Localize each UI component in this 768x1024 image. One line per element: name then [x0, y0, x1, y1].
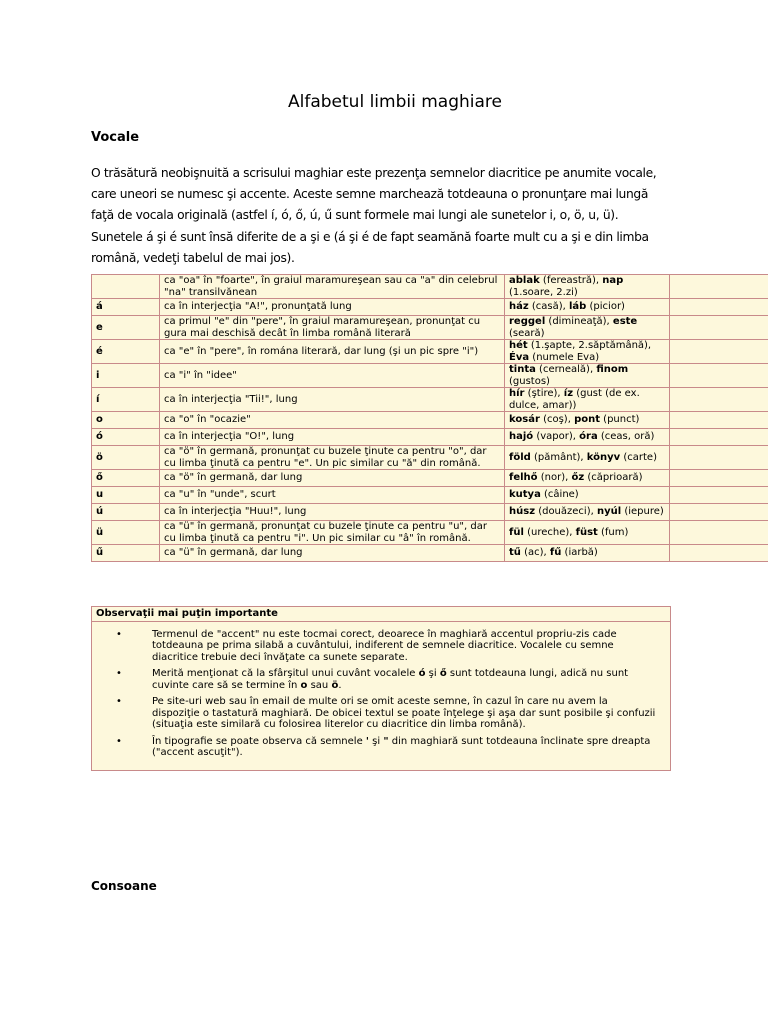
vowel-letter: ó — [92, 429, 160, 446]
vowel-examples — [505, 446, 670, 470]
bullet-icon: • — [116, 668, 122, 679]
example-word: hét — [509, 340, 528, 351]
example-word: hír — [509, 388, 525, 399]
vowel-letter: ú — [92, 504, 160, 521]
example-word: hajó — [509, 431, 534, 443]
example-word: Éva — [509, 351, 530, 363]
vowel-row — [92, 446, 768, 470]
example-translation: (numele Eva) — [529, 351, 600, 363]
vowel-letter: e — [92, 316, 160, 340]
example-word: könyv — [586, 451, 621, 463]
vowel-empty-cell — [670, 412, 768, 429]
example-word: felhő — [509, 472, 538, 484]
example-word: föld — [509, 451, 531, 463]
note-emphasis: " — [383, 735, 389, 747]
example-word: fű — [549, 547, 562, 559]
note-item — [116, 668, 658, 691]
vowels-table — [91, 274, 768, 562]
vowel-row — [92, 299, 768, 316]
vowel-description: ca "i" în "idee" — [160, 364, 505, 388]
example-word: tinta — [509, 364, 536, 375]
vowel-examples — [505, 364, 670, 388]
note-text: Termenul de "accent" nu este tocmai corect, deoarece în maghiară accentul propriu-zis cade totdeauna pe prima silabă a cuvântului, indiferent de semnele diacritice. Vocalele cu semne diacritice trebuie deci învăţate ca sunete separate. — [152, 628, 617, 663]
example-translation: (punct) — [600, 414, 640, 426]
bullet-icon: • — [116, 628, 122, 640]
vowel-letter: i — [92, 364, 160, 388]
consoane-heading: Consoane — [91, 879, 157, 893]
example-translation: (douăzeci), — [535, 506, 597, 518]
vowel-examples — [505, 545, 670, 562]
example-translation: (fereastră), — [539, 275, 603, 286]
bullet-icon: • — [116, 735, 122, 747]
example-word: ház — [509, 301, 529, 313]
vowel-examples — [505, 487, 670, 504]
example-word: fül — [509, 526, 524, 538]
example-word: láb — [569, 301, 587, 313]
vowel-row — [92, 521, 768, 545]
example-translation: (casă), — [528, 301, 569, 313]
vowel-description: ca în interjecţia "O!", lung — [160, 429, 505, 446]
vowel-description: ca "oa" în "foarte", în graiul maramureşean sau ca "a" din celebrul "na" transilvănean — [160, 275, 505, 299]
vowel-examples — [505, 429, 670, 446]
vowel-empty-cell — [670, 446, 768, 470]
vocale-heading: Vocale — [91, 130, 140, 145]
example-translation: (ac), — [520, 547, 550, 559]
vowel-examples — [505, 470, 670, 487]
notes-title: Observaţii mai puţin importante — [92, 607, 670, 622]
vowel-row — [92, 340, 768, 364]
vowel-examples — [505, 316, 670, 340]
example-translation: (nor), — [537, 472, 572, 484]
vowel-letter: é — [92, 340, 160, 364]
vowel-examples — [505, 504, 670, 521]
vowel-row — [92, 504, 768, 521]
example-translation: (ceas, oră) — [597, 431, 655, 443]
vowel-letter: u — [92, 487, 160, 504]
example-translation: (carte) — [620, 451, 657, 463]
vowel-empty-cell — [670, 299, 768, 316]
vowel-row — [92, 487, 768, 504]
vowel-examples — [505, 275, 670, 299]
vowel-letter: ö — [92, 446, 160, 470]
vowel-empty-cell — [670, 545, 768, 562]
example-translation: (pământ), — [530, 451, 587, 463]
notes-list — [92, 622, 670, 770]
vowel-empty-cell — [670, 316, 768, 340]
vowel-empty-cell — [670, 340, 768, 364]
vowel-row — [92, 388, 768, 412]
example-translation: (vapor), — [533, 431, 580, 443]
example-translation: (1.soare, 2.zi) — [509, 286, 578, 298]
example-translation: (dimineaţă), — [545, 316, 613, 327]
vowel-examples — [505, 388, 670, 412]
vowel-examples — [505, 521, 670, 545]
example-translation: (gustos) — [509, 375, 550, 387]
vowel-description: ca în interjecţia "Tii!", lung — [160, 388, 505, 412]
example-word: kutya — [509, 489, 541, 501]
example-word: íz — [563, 388, 574, 399]
vowel-empty-cell — [670, 388, 768, 412]
example-translation: (ştire), — [524, 388, 564, 399]
example-word: húsz — [509, 506, 536, 518]
note-text: . — [338, 679, 342, 691]
vowel-row — [92, 429, 768, 446]
note-text: din maghiară sunt totdeauna înclinate spre dreapta ("accent ascuţit"). — [152, 735, 651, 758]
vowel-description: ca în interjecţia "A!", pronunţată lung — [160, 299, 505, 316]
bullet-icon: • — [116, 696, 122, 707]
vowel-row — [92, 412, 768, 429]
vowel-empty-cell — [670, 504, 768, 521]
note-text: sunt totdeauna lungi, adică nu sunt cuvinte care să se termine în — [152, 668, 629, 691]
vowel-letter: á — [92, 299, 160, 316]
example-word: reggel — [509, 316, 546, 327]
vowel-description: ca "e" în "pere", în romána literară, dar lung (şi un pic spre "i") — [160, 340, 505, 364]
example-translation: (ureche), — [523, 526, 576, 538]
vowel-row — [92, 545, 768, 562]
vowel-description: ca primul "e" din "pere", în graiul maramureşean, pronunţat cu gura mai deschisă decât în limba română literară — [160, 316, 505, 340]
vowel-letter: ű — [92, 545, 160, 562]
vowel-row — [92, 470, 768, 487]
vowel-examples — [505, 340, 670, 364]
vowel-description: ca "o" în "ocazie" — [160, 412, 505, 429]
vowel-empty-cell — [670, 275, 768, 299]
vowel-letter: í — [92, 388, 160, 412]
vowel-description: ca în interjecţia "Huu!", lung — [160, 504, 505, 521]
vowel-letter: ő — [92, 470, 160, 487]
example-translation: (câine) — [540, 489, 579, 501]
vowel-description: ca "ü" în germană, pronunţat cu buzele ţinute ca pentru "u", dar cu limba ţinută ca pentru "i". Un pic similar cu "â" în română. — [160, 521, 505, 545]
vowel-empty-cell — [670, 521, 768, 545]
note-text: În tipografie se poate observa că semnele — [152, 735, 366, 747]
note-item — [116, 628, 658, 664]
example-word: őz — [571, 472, 585, 484]
note-item — [116, 735, 658, 759]
example-word: pont — [574, 414, 600, 426]
vowel-row — [92, 364, 768, 388]
example-translation: (1.şapte, 2.săptămână), — [527, 340, 652, 351]
example-word: ablak — [509, 275, 540, 286]
example-word: óra — [579, 431, 598, 443]
vowel-letter — [92, 275, 160, 299]
example-translation: (iepure) — [621, 506, 664, 518]
note-emphasis: ö — [331, 679, 339, 691]
vowel-description: ca "ö" în germană, pronunţat cu buzele ţinute ca pentru "o", dar cu limba ţinută ca pentru "e". Un pic similar cu "ă" din română. — [160, 446, 505, 470]
vowel-empty-cell — [670, 487, 768, 504]
note-text: sau — [307, 679, 332, 691]
example-word: nyúl — [596, 506, 622, 518]
vowel-examples — [505, 412, 670, 429]
vowel-empty-cell — [670, 429, 768, 446]
note-emphasis: ó — [418, 668, 426, 679]
example-translation: (picior) — [586, 301, 625, 313]
vowel-description: ca "u" în "unde", scurt — [160, 487, 505, 504]
vowel-letter: o — [92, 412, 160, 429]
example-translation: (iarbă) — [561, 547, 598, 559]
example-translation: (coş), — [539, 414, 575, 426]
notes-box — [91, 606, 671, 771]
vowel-description: ca "ö" în germană, dar lung — [160, 470, 505, 487]
note-emphasis: o — [300, 679, 308, 691]
page-title: Alfabetul limbii maghiare — [288, 92, 502, 112]
vowel-row — [92, 316, 768, 340]
note-emphasis: ő — [439, 668, 447, 679]
example-word: tű — [509, 547, 521, 559]
example-word: kosár — [509, 414, 540, 426]
note-text: şi — [368, 735, 384, 747]
example-word: nap — [602, 275, 624, 286]
example-translation: (gust (de ex. dulce, amar)) — [509, 388, 640, 411]
vowel-empty-cell — [670, 470, 768, 487]
example-translation: (căprioară) — [584, 472, 643, 484]
vowel-description: ca "ü" în germană, dar lung — [160, 545, 505, 562]
example-word: füst — [575, 526, 598, 538]
note-text: Merită menţionat că la sfârşitul unui cuvânt vocalele — [152, 668, 419, 679]
note-item — [116, 696, 658, 731]
example-translation: (fum) — [597, 526, 629, 538]
intro-paragraph: O trăsătură neobişnuită a scrisului maghiar este prezenţa semnelor diacritice pe anumite vocale, care uneori se numesc şi accente. Aceste semne marchează totdeauna o pronunţare mai lungă faţă de vocala originală (astfel í, ó, ő, ú, ű sunt formele mai lungi ale sunetelor i, o, ö, u, ü). Sunetele á şi é sunt însă diferite de a şi e (á şi é de fapt seamănă foarte mult cu a şi e din limba română, vedeţi tabelul de mai jos). — [91, 166, 657, 265]
example-word: este — [612, 316, 638, 327]
example-translation: (cerneală), — [535, 364, 597, 375]
vowel-examples — [505, 299, 670, 316]
vowel-empty-cell — [670, 364, 768, 388]
note-text: Pe site-uri web sau în email de multe ori se omit aceste semne, în cazul în care nu avem la dispoziţie o tastatură maghiară. De obicei textul se poate înţelege şi aşa dar sunt posibile şi confuzii (situaţia este similară cu folosirea literelor cu diacritice din limba română). — [152, 696, 656, 730]
example-word: finom — [596, 364, 629, 375]
example-translation: (seară) — [509, 327, 545, 339]
vowel-letter: ü — [92, 521, 160, 545]
note-text: şi — [425, 668, 440, 679]
vowel-row — [92, 275, 768, 299]
note-emphasis: ' — [365, 735, 369, 747]
